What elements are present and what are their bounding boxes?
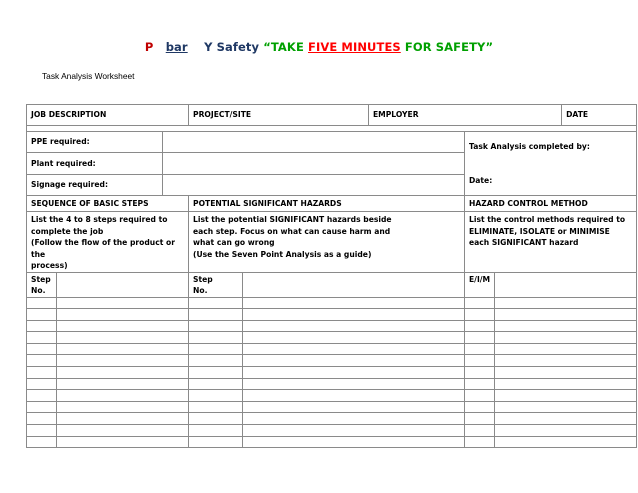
table-row <box>27 355 637 367</box>
step-cell[interactable] <box>57 390 189 402</box>
table-row <box>27 378 637 390</box>
hazard-label <box>243 272 465 297</box>
section-header-row <box>27 196 637 212</box>
step-cell[interactable] <box>57 378 189 390</box>
table-row <box>27 367 637 379</box>
header-row <box>27 105 637 126</box>
step-cell[interactable] <box>57 367 189 379</box>
hazard-step-no-cell[interactable] <box>189 355 243 367</box>
eim-cell[interactable] <box>465 436 495 448</box>
control-cell[interactable] <box>495 355 637 367</box>
plant-field[interactable] <box>163 153 465 175</box>
control-cell[interactable] <box>495 309 637 321</box>
step-no-cell[interactable] <box>27 401 57 413</box>
ppe-row <box>27 132 637 153</box>
step-cell[interactable] <box>57 320 189 332</box>
step-cell[interactable] <box>57 309 189 321</box>
control-cell[interactable] <box>495 390 637 402</box>
ppe-field[interactable] <box>163 132 465 153</box>
eim-cell[interactable] <box>465 425 495 437</box>
blank-entry-rows <box>27 297 637 448</box>
hazard-step-no-cell[interactable] <box>189 309 243 321</box>
hazard-step-no-cell[interactable] <box>189 367 243 379</box>
banner-bar: bar <box>165 40 188 54</box>
control-section-header: HAZARD CONTROL METHOD <box>465 196 637 212</box>
eim-cell[interactable] <box>465 367 495 379</box>
hazard-cell[interactable] <box>243 425 465 437</box>
step-no-cell[interactable] <box>27 343 57 355</box>
step-cell[interactable] <box>57 343 189 355</box>
hazard-cell[interactable] <box>243 401 465 413</box>
step-cell[interactable] <box>57 413 189 425</box>
employer-cell[interactable]: EMPLOYER <box>369 105 562 126</box>
table-row <box>27 343 637 355</box>
eim-cell[interactable] <box>465 378 495 390</box>
hazard-cell[interactable] <box>243 413 465 425</box>
control-cell[interactable] <box>495 297 637 309</box>
hazard-step-no-cell[interactable] <box>189 413 243 425</box>
step-no-cell[interactable] <box>27 355 57 367</box>
step-no-cell[interactable] <box>27 309 57 321</box>
table-row <box>27 401 637 413</box>
task-analysis-table <box>26 104 637 448</box>
hazards-instructions: List the potential SIGNIFICANT hazards beside each step. Focus on what can cause harm and what can go wrong (Use the Seven Point Analysis as a guide) <box>189 212 465 273</box>
eim-cell[interactable] <box>465 343 495 355</box>
hazard-cell[interactable] <box>243 367 465 379</box>
eim-cell[interactable] <box>465 355 495 367</box>
eim-cell[interactable] <box>465 401 495 413</box>
control-method-label <box>495 272 637 297</box>
hazard-step-no-cell[interactable] <box>189 320 243 332</box>
completed-date-label: Date: <box>469 175 493 185</box>
table-row <box>27 309 637 321</box>
hazard-step-no-cell[interactable] <box>189 390 243 402</box>
table-row <box>27 413 637 425</box>
hazard-cell[interactable] <box>243 309 465 321</box>
step-no-cell[interactable] <box>27 425 57 437</box>
date-header-cell[interactable]: DATE <box>562 105 637 126</box>
step-no-cell[interactable] <box>27 436 57 448</box>
table-row <box>27 390 637 402</box>
table-row <box>27 425 637 437</box>
eim-cell[interactable] <box>465 297 495 309</box>
control-cell[interactable] <box>495 378 637 390</box>
project-site-cell[interactable]: PROJECT/SITE <box>189 105 369 126</box>
hazard-step-no-cell[interactable] <box>189 436 243 448</box>
worksheet-title: Task Analysis Worksheet <box>42 71 135 81</box>
plant-label: Plant required: <box>27 153 163 175</box>
step-no-cell[interactable] <box>27 390 57 402</box>
step-description-label <box>57 272 189 297</box>
steps-instructions: List the 4 to 8 steps required to complete the job (Follow the flow of the product or the process) <box>27 212 189 273</box>
step-no-cell[interactable] <box>27 378 57 390</box>
hazard-cell[interactable] <box>243 355 465 367</box>
hazard-step-no-cell[interactable] <box>189 378 243 390</box>
hazard-step-no-cell[interactable] <box>189 297 243 309</box>
hazard-cell[interactable] <box>243 436 465 448</box>
hazard-step-no-cell[interactable] <box>189 425 243 437</box>
completed-by-cell[interactable] <box>465 132 637 196</box>
eim-cell[interactable] <box>465 390 495 402</box>
eim-cell[interactable] <box>465 413 495 425</box>
step-no-cell[interactable] <box>27 367 57 379</box>
hazard-step-no-cell[interactable] <box>189 343 243 355</box>
step-cell[interactable] <box>57 332 189 344</box>
column-label-row <box>27 272 637 297</box>
table-row <box>27 320 637 332</box>
banner-safety: Safety <box>216 40 260 54</box>
table-row <box>27 297 637 309</box>
steps-section-header: SEQUENCE OF BASIC STEPS <box>27 196 189 212</box>
instructions-row <box>27 212 637 273</box>
hazards-section-header: POTENTIAL SIGNIFICANT HAZARDS <box>189 196 465 212</box>
signage-label: Signage required: <box>27 175 163 196</box>
control-cell[interactable] <box>495 343 637 355</box>
step-no-cell[interactable] <box>27 320 57 332</box>
hazard-cell[interactable] <box>243 343 465 355</box>
banner-letter-y: Y <box>204 40 213 54</box>
control-cell[interactable] <box>495 413 637 425</box>
control-instructions: List the control methods required to ELIMINATE, ISOLATE or MINIMISE each SIGNIFICANT hazard <box>465 212 637 273</box>
hazard-cell[interactable] <box>243 390 465 402</box>
step-no-label-2: Step No. <box>189 272 243 297</box>
hazard-step-no-cell[interactable] <box>189 401 243 413</box>
ppe-label: PPE required: <box>27 132 163 153</box>
safety-banner <box>0 40 638 54</box>
eim-cell[interactable] <box>465 332 495 344</box>
eim-cell[interactable] <box>465 320 495 332</box>
step-cell[interactable] <box>57 436 189 448</box>
step-cell[interactable] <box>57 297 189 309</box>
table-row <box>27 332 637 344</box>
hazard-cell[interactable] <box>243 320 465 332</box>
eim-cell[interactable] <box>465 309 495 321</box>
control-cell[interactable] <box>495 425 637 437</box>
step-cell[interactable] <box>57 355 189 367</box>
table-row <box>27 436 637 448</box>
control-cell[interactable] <box>495 436 637 448</box>
step-cell[interactable] <box>57 401 189 413</box>
hazard-cell[interactable] <box>243 297 465 309</box>
hazard-cell[interactable] <box>243 332 465 344</box>
control-cell[interactable] <box>495 332 637 344</box>
step-no-cell[interactable] <box>27 332 57 344</box>
completed-by-label: Task Analysis completed by: <box>469 142 590 151</box>
control-cell[interactable] <box>495 401 637 413</box>
hazard-step-no-cell[interactable] <box>189 332 243 344</box>
step-no-cell[interactable] <box>27 297 57 309</box>
job-description-cell[interactable]: JOB DESCRIPTION <box>27 105 189 126</box>
banner-letter-p: P <box>144 40 154 54</box>
eim-label: E/I/M <box>465 272 495 297</box>
banner-for-safety: FOR SAFETY” <box>404 40 494 54</box>
hazard-cell[interactable] <box>243 378 465 390</box>
control-cell[interactable] <box>495 367 637 379</box>
step-no-cell[interactable] <box>27 413 57 425</box>
step-cell[interactable] <box>57 425 189 437</box>
signage-field[interactable] <box>163 175 465 196</box>
banner-take: “TAKE <box>263 40 304 54</box>
banner-five-minutes: FIVE MINUTES <box>308 40 401 54</box>
control-cell[interactable] <box>495 320 637 332</box>
step-no-label-1: Step No. <box>27 272 57 297</box>
